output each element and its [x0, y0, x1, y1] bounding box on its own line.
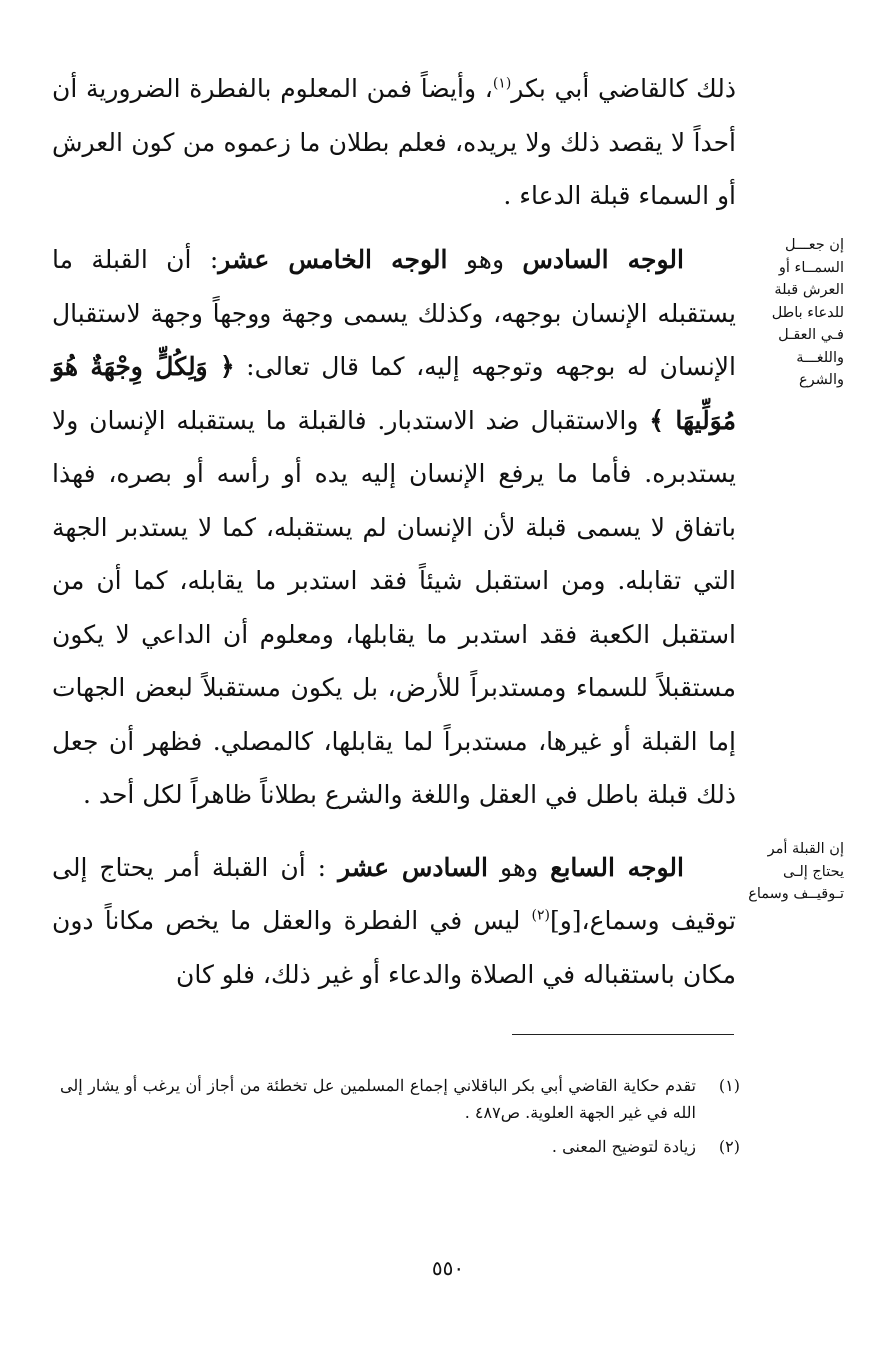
- paragraph-3: [52, 841, 736, 1002]
- paragraph-3-text-b: ليس في الفطرة والعقل ما يخص مكاناً دون مكان باستقباله في الصلاة والدعاء أو غير ذلك، فلو كان: [52, 906, 736, 989]
- footnotes: [60, 1072, 740, 1160]
- footnote-ref-1[interactable]: (١): [492, 75, 512, 92]
- page-number: ٥٥٠: [431, 1256, 465, 1280]
- heading-sixteenth-aspect: السادس عشر: [338, 852, 488, 882]
- paragraph-1-text-a: ذلك كالقاضي أبي بكر: [511, 74, 736, 103]
- footnote-2: [60, 1133, 740, 1160]
- footnote-1-text: تقدم حكاية القاضي أبي بكر الباقلاني إجماع المسلمين عل تخطئة من أجاز أن يرغب أو يشار إلى الله في غير الجهة العلوية. ص٤٨٧ .: [60, 1076, 696, 1122]
- footnote-ref-2[interactable]: (٢): [531, 907, 550, 924]
- main-text: [52, 62, 736, 1001]
- paragraph-2-text-a: : أن القبلة ما يستقبله الإنسان بوجهه، وكذلك يسمى وجهة ووجهاً وجهة لاستقبال الإنسان له بوجهه وتوجهه إليه، كما قال تعالى:: [52, 245, 736, 381]
- paragraph-1: [52, 62, 736, 220]
- paragraph-1-text-b: ، وأيضاً فمن المعلوم بالفطرة الضرورية أن أحداً لا يقصد ذلك ولا يريده، فعلم بطلان ما زعموه من كون العرش أو السماء قبلة الدعاء .: [52, 74, 736, 210]
- footnote-1-number: (١): [718, 1076, 740, 1095]
- heading-sixth-aspect: الوجه السادس: [522, 245, 684, 274]
- quran-verse: ﴿ وَلِكُلٍّ وِجْهَةٌ هُوَ مُوَلِّيهَا ﴾: [52, 352, 736, 435]
- footnote-1: [60, 1072, 740, 1126]
- heading-seventh-aspect: الوجه السابع: [550, 852, 684, 882]
- paragraph-2-text-b: والاستقبال ضد الاستدبار. فالقبلة ما يستقبله الإنسان ولا يستدبره. فأما ما يرفع الإنسان إليه يده أو رأسه أو بصره، فهذا باتفاق لا يسمى قبلة لأن الإنسان لم يستقبله، كما لا يستدبر الجهة التي تقابله. ومن استقبل شيئاً فقد استدبر ما يقابله، كما أن من استقبل الكعبة فقد استدبر ما يقابلها، ومعلوم أن الداعي لا يكون مستقبلاً للسماء ومستدبراً للأرض، بل يكون مستقبلاً لبعض الجهات إما القبلة أو غيرها، مستدبراً لما يقابلها، كالمصلي. فظهر أن جعل ذلك قبلة باطل في العقل واللغة والشرع بطلاناً ظاهراً لكل أحد .: [52, 405, 736, 809]
- heading-fifteenth-aspect: الوجه الخامس عشر: [218, 245, 448, 274]
- footnote-2-text: زيادة لتوضيح المعنى .: [551, 1137, 696, 1156]
- connector: وهو: [487, 852, 551, 882]
- margin-note-1: إن جعـــل السمــاء أو العرش قبلة للدعاء باطل فـي العقـل واللغـــة والشرع: [771, 237, 844, 388]
- footnote-2-number: (٢): [718, 1137, 740, 1156]
- footnote-divider: [512, 1034, 734, 1035]
- paragraph-2: [52, 233, 736, 822]
- connector: وهو: [447, 245, 523, 274]
- margin-note-2: إن القبلة أمر يحتاج إلـى تـوقيــف وسماع: [748, 841, 844, 902]
- paragraph-3-text-a: : أن القبلة أمر يحتاج إلى توقيف وسماع،[و]: [52, 852, 736, 935]
